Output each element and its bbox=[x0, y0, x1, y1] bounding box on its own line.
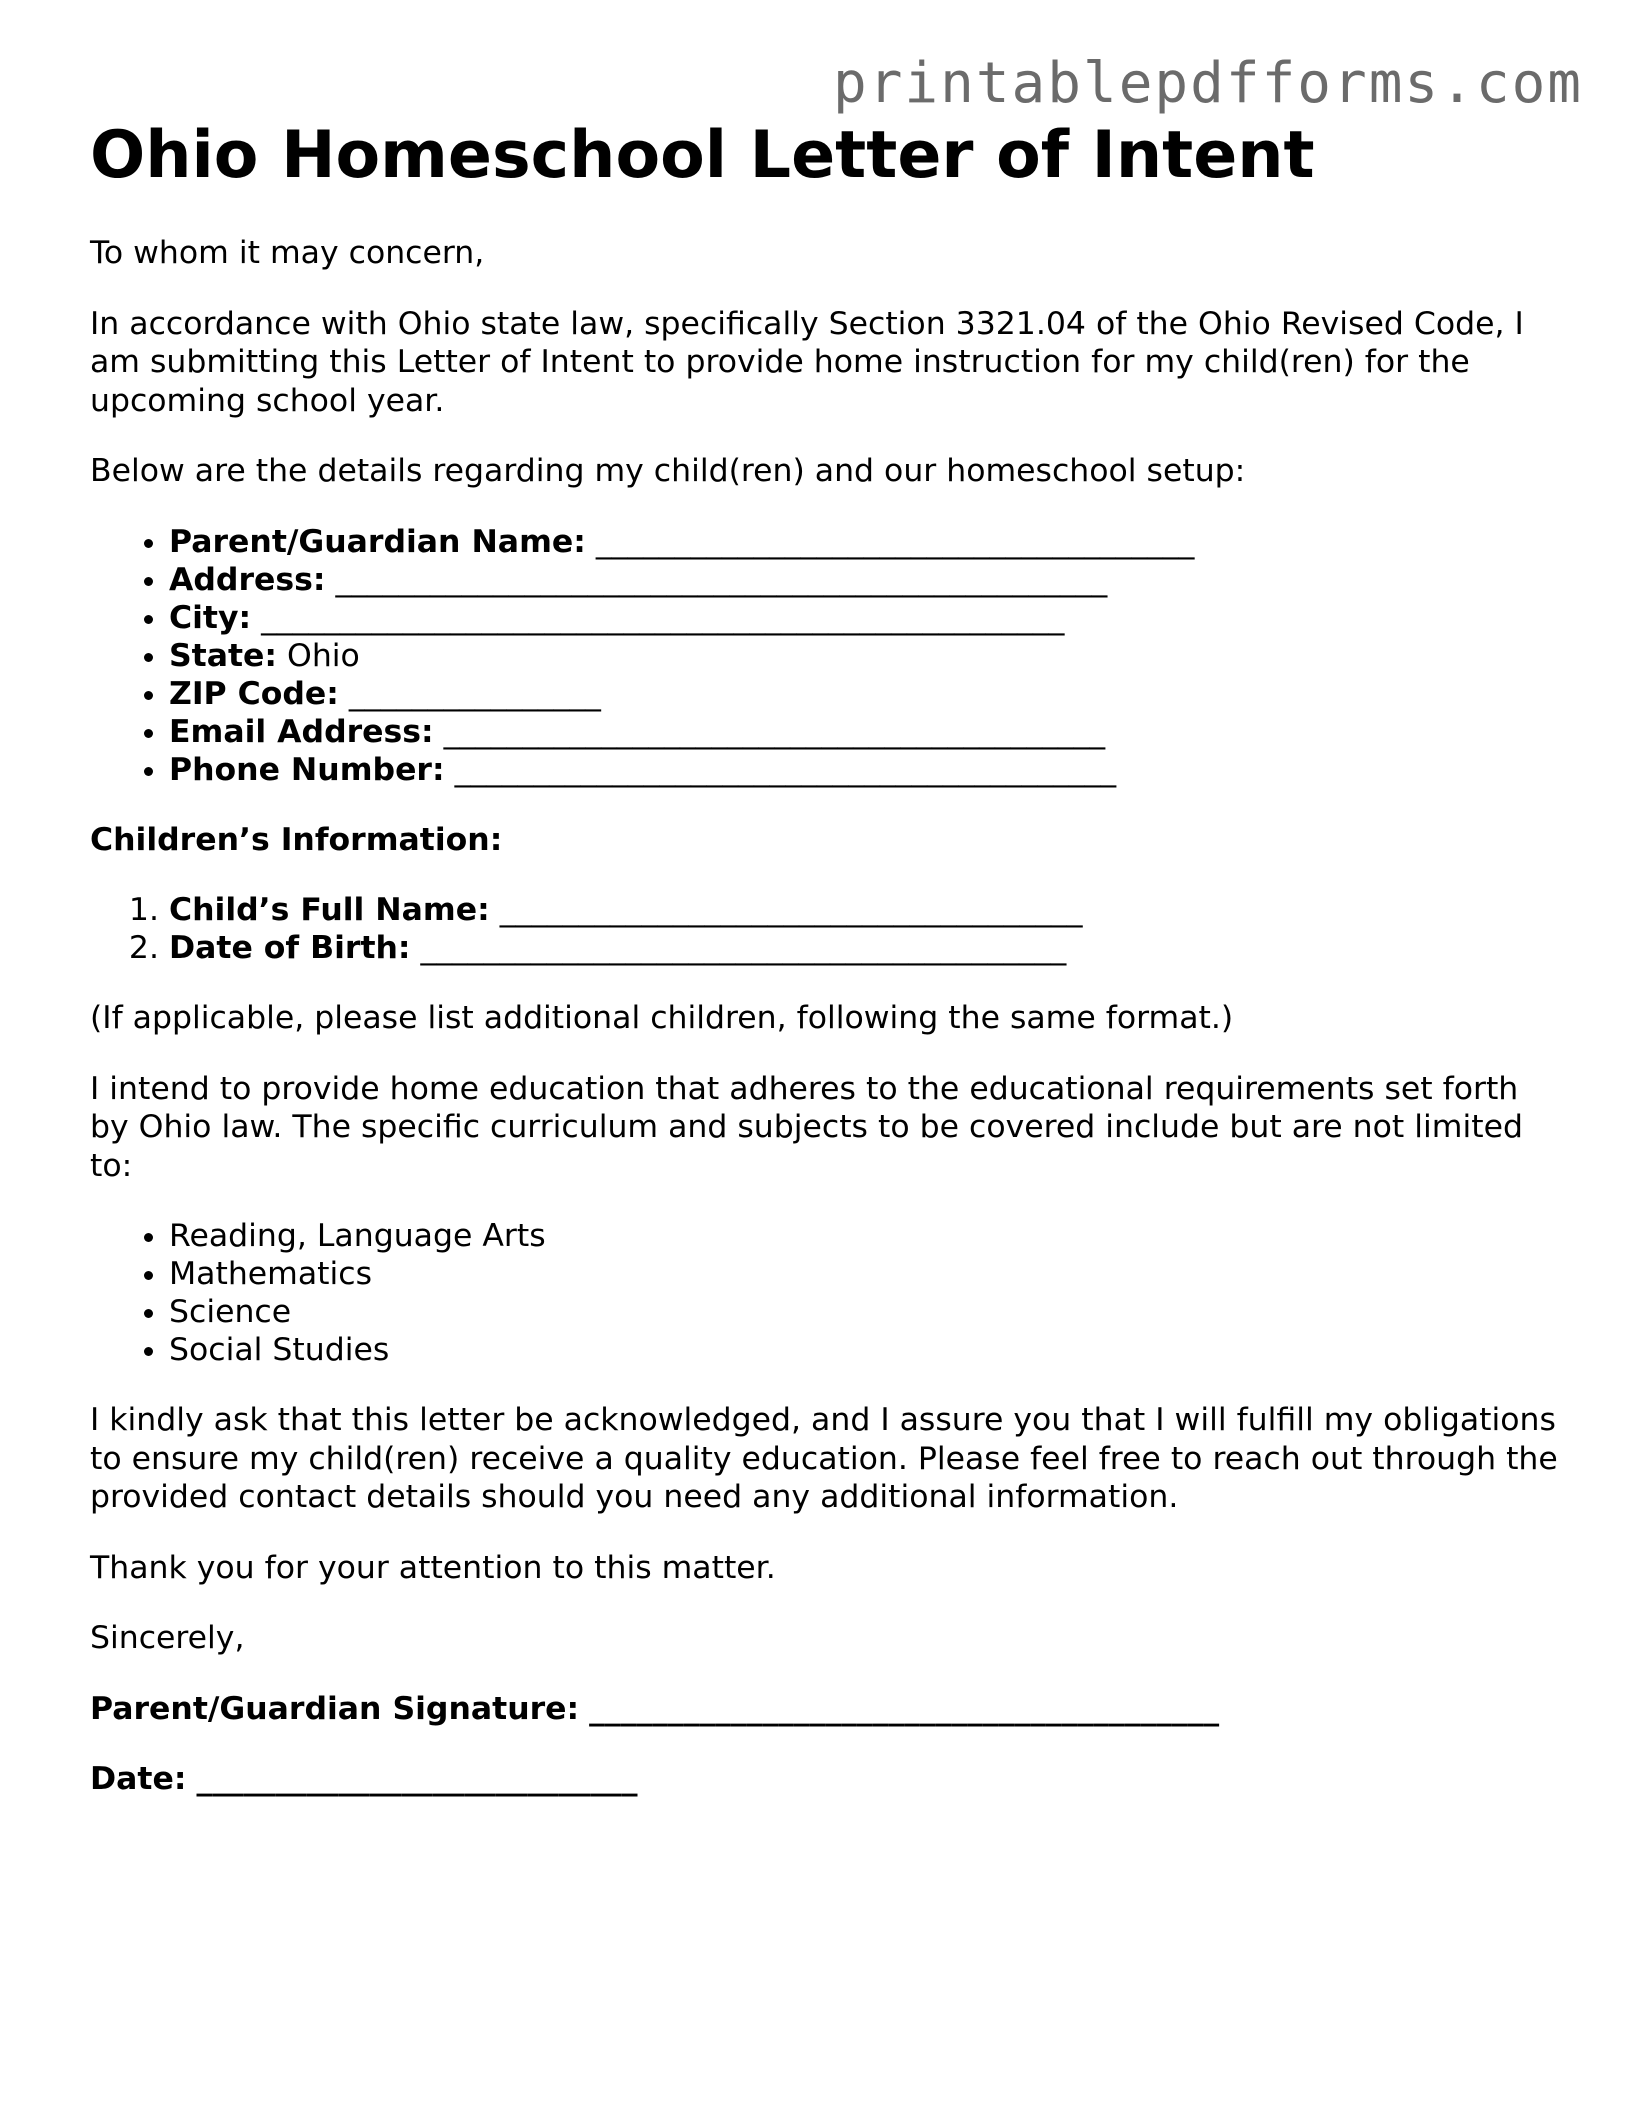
page-title: Ohio Homeschool Letter of Intent bbox=[90, 118, 1315, 193]
list-item-parent-name bbox=[169, 523, 1560, 561]
parent-details-list bbox=[90, 523, 1560, 789]
list-item-email bbox=[169, 713, 1560, 751]
signature-field[interactable]: ________________________________________ bbox=[589, 1690, 1220, 1727]
details-lead: Below are the details regarding my child(ren) and our homeschool setup: bbox=[90, 453, 1246, 489]
additional-children-note: (If applicable, please list additional children, following the same format.) bbox=[90, 1000, 1234, 1036]
watermark: printablepdfforms.com bbox=[832, 51, 1583, 116]
list-item: • Science bbox=[169, 1293, 1560, 1331]
field-label: Phone Number: bbox=[169, 751, 445, 788]
greeting: To whom it may concern, bbox=[90, 235, 485, 271]
intro-paragraph: In accordance with Ohio state law, specifically Section 3321.04 of the Ohio Revised Code, I am submitting this Letter of Intent to provide home instruction for my child(ren) for the upcoming school year. bbox=[90, 305, 1524, 419]
field-label: Date: bbox=[90, 1761, 187, 1797]
field-label: Child’s Full Name: bbox=[169, 892, 490, 928]
state-value: Ohio bbox=[287, 637, 360, 674]
field-label: State: bbox=[169, 637, 278, 674]
closing-paragraph: I kindly ask that this letter be acknowledged, and I assure you that I will fulfill my obligations to ensure my child(ren) receive a quality education. Please feel free to reach out through the provided contact details should you need any additional information. bbox=[90, 1402, 1558, 1515]
list-item-child-name bbox=[169, 891, 1560, 929]
field-label: Date of Birth: bbox=[169, 930, 411, 966]
education-paragraph: I intend to provide home education that adheres to the educational requirements set forth by Ohio law. The specific curriculum and subjects to be covered include but are not limited to: bbox=[90, 1070, 1523, 1184]
child-name-field[interactable]: _____________________________________ bbox=[499, 892, 1083, 928]
zip-code-field[interactable]: ________________ bbox=[348, 675, 601, 712]
list-item-zip bbox=[169, 675, 1560, 713]
list-item: • Mathematics bbox=[169, 1255, 1560, 1293]
list-item-city bbox=[169, 599, 1560, 637]
list-item-date-of-birth bbox=[169, 929, 1560, 967]
field-label: City: bbox=[169, 599, 252, 636]
field-label: Email Address: bbox=[169, 713, 434, 750]
field-label: Parent/Guardian Signature: bbox=[90, 1690, 580, 1727]
list-item-phone bbox=[169, 751, 1560, 789]
address-field[interactable]: _________________________________________________ bbox=[335, 561, 1108, 598]
list-item-state bbox=[169, 637, 1560, 675]
signature-line bbox=[90, 1690, 1560, 1729]
field-label: Address: bbox=[169, 561, 326, 598]
date-of-birth-field[interactable]: _________________________________________ bbox=[420, 930, 1067, 966]
children-details-list bbox=[90, 891, 1560, 967]
sign-off: Sincerely, bbox=[90, 1620, 245, 1656]
date-line bbox=[90, 1760, 1560, 1799]
list-item-address bbox=[169, 561, 1560, 599]
field-label: Parent/Guardian Name: bbox=[169, 523, 586, 560]
email-field[interactable]: __________________________________________ bbox=[443, 713, 1106, 750]
date-field[interactable]: ____________________________ bbox=[196, 1761, 638, 1797]
phone-field[interactable]: __________________________________________ bbox=[454, 751, 1117, 788]
parent-name-field[interactable]: ______________________________________ bbox=[595, 523, 1195, 560]
children-heading: Children’s Information: bbox=[90, 821, 503, 858]
list-item: • Social Studies bbox=[169, 1331, 1560, 1369]
list-item: • Reading, Language Arts bbox=[169, 1217, 1560, 1255]
letter-document bbox=[90, 118, 1560, 1799]
thanks-line: Thank you for your attention to this matter. bbox=[90, 1549, 776, 1586]
city-field[interactable]: ___________________________________________________ bbox=[261, 599, 1065, 636]
subjects-list bbox=[90, 1217, 1560, 1369]
field-label: ZIP Code: bbox=[169, 675, 339, 712]
